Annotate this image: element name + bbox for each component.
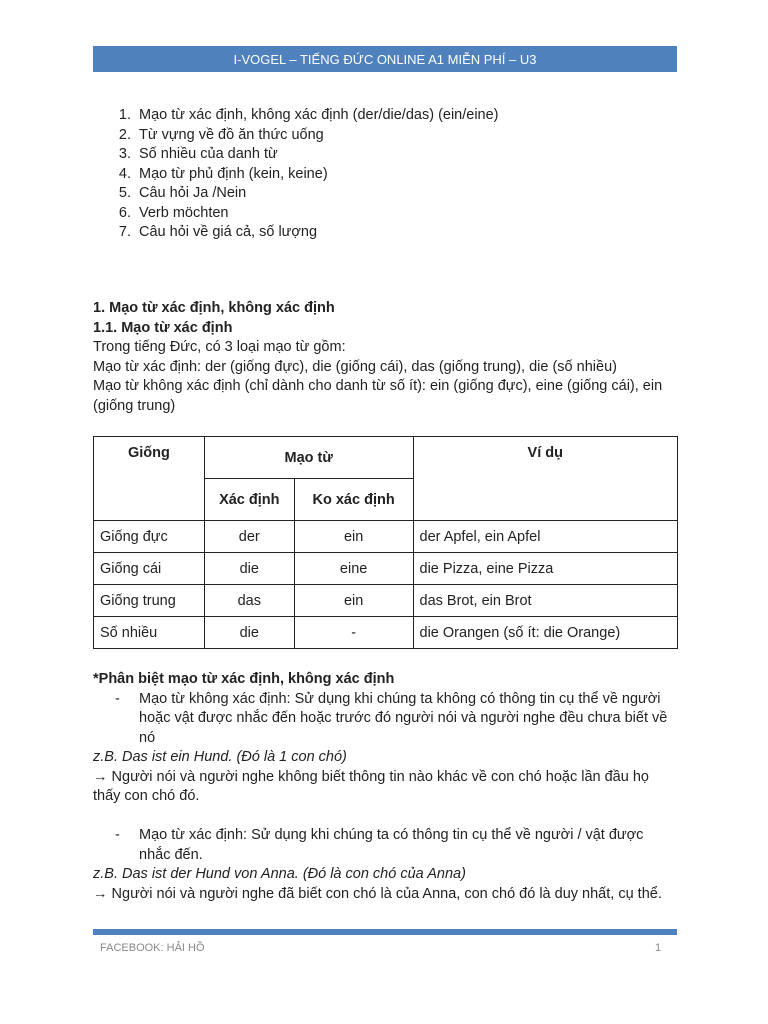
indefinite-line: Mạo từ không xác định (chỉ dành cho danh từ số ít): ein (giống đực), eine (giống cái), ein (giống trung) <box>93 378 663 414</box>
header-example: Ví dụ <box>413 437 677 521</box>
table-row: Giống đực der ein der Apfel, ein Apfel <box>94 521 678 553</box>
header-title: I-VOGEL – TIẾNG ĐỨC ONLINE A1 MIỄN PHÍ – U3 <box>233 51 537 67</box>
page-header <box>93 46 677 72</box>
toc-item: 5. Câu hỏi Ja /Nein <box>118 185 247 201</box>
section-heading: 1. Mạo từ xác định, không xác định <box>93 300 335 316</box>
header-indefinite: Ko xác định <box>294 479 413 521</box>
example-text: z.B. Das ist der Hund von Anna. (Đó là con chó của Anna) <box>93 866 466 882</box>
toc-item: 7. Câu hỏi về giá cả, số lượng <box>118 224 318 240</box>
explanation-text: → Người nói và người nghe đã biết con chó là của Anna, con chó đó là duy nhất, cụ thể. <box>93 885 662 902</box>
intro-text: Trong tiếng Đức, có 3 loại mạo từ gồm: <box>93 339 346 355</box>
table-of-contents <box>93 106 499 243</box>
header-definite: Xác định <box>204 479 294 521</box>
example-text: z.B. Das ist ein Hund. (Đó là 1 con chó) <box>93 749 347 765</box>
list-item: - Mạo từ không xác định: Sử dụng khi chúng ta không có thông tin cụ thể về người hoặc vật được nhắc đến hoặc trước đó người nói và người nghe đều chưa biết về nó <box>115 690 668 746</box>
explanation-text: → Người nói và người nghe không biết thông tin nào khác về con chó hoặc lần đầu họ thấy con chó đó. <box>93 768 649 804</box>
distinction-section <box>93 670 677 904</box>
page-number: 1 <box>655 942 662 954</box>
subsection-heading: 1.1. Mạo từ xác định <box>93 319 233 336</box>
articles-table <box>93 436 678 649</box>
footer-divider <box>93 929 677 935</box>
toc-item: 3. Số nhiều của danh từ <box>118 146 278 162</box>
toc-item: 6. Verb möchten <box>118 204 229 221</box>
definite-line: Mạo từ xác định: der (giống đực), die (giống cái), das (giống trung), die (số nhiều) <box>93 358 617 375</box>
distinction-heading: *Phân biệt mạo từ xác định, không xác định <box>93 671 395 687</box>
footer-facebook: FACEBOOK: HẢI HỒ <box>100 942 205 954</box>
toc-item: 1. Mạo từ xác định, không xác định (der/die/das) (ein/eine) <box>118 107 499 123</box>
header-gender: Giống <box>94 437 205 521</box>
toc-item: 4. Mạo từ phủ định (kein, keine) <box>118 165 328 182</box>
table-row: Số nhiều die - die Orangen (số ít: die Orange) <box>94 617 678 649</box>
section-1 <box>93 299 677 416</box>
list-item: - Mạo từ xác định: Sử dụng khi chúng ta có thông tin cụ thể về người / vật được nhắc đến. <box>115 827 644 863</box>
table-row: Giống trung das ein das Brot, ein Brot <box>94 585 678 617</box>
header-article: Mạo từ <box>204 437 413 479</box>
table-row: Giống cái die eine die Pizza, eine Pizza <box>94 553 678 585</box>
toc-item: 2. Từ vựng về đồ ăn thức uống <box>118 126 324 143</box>
